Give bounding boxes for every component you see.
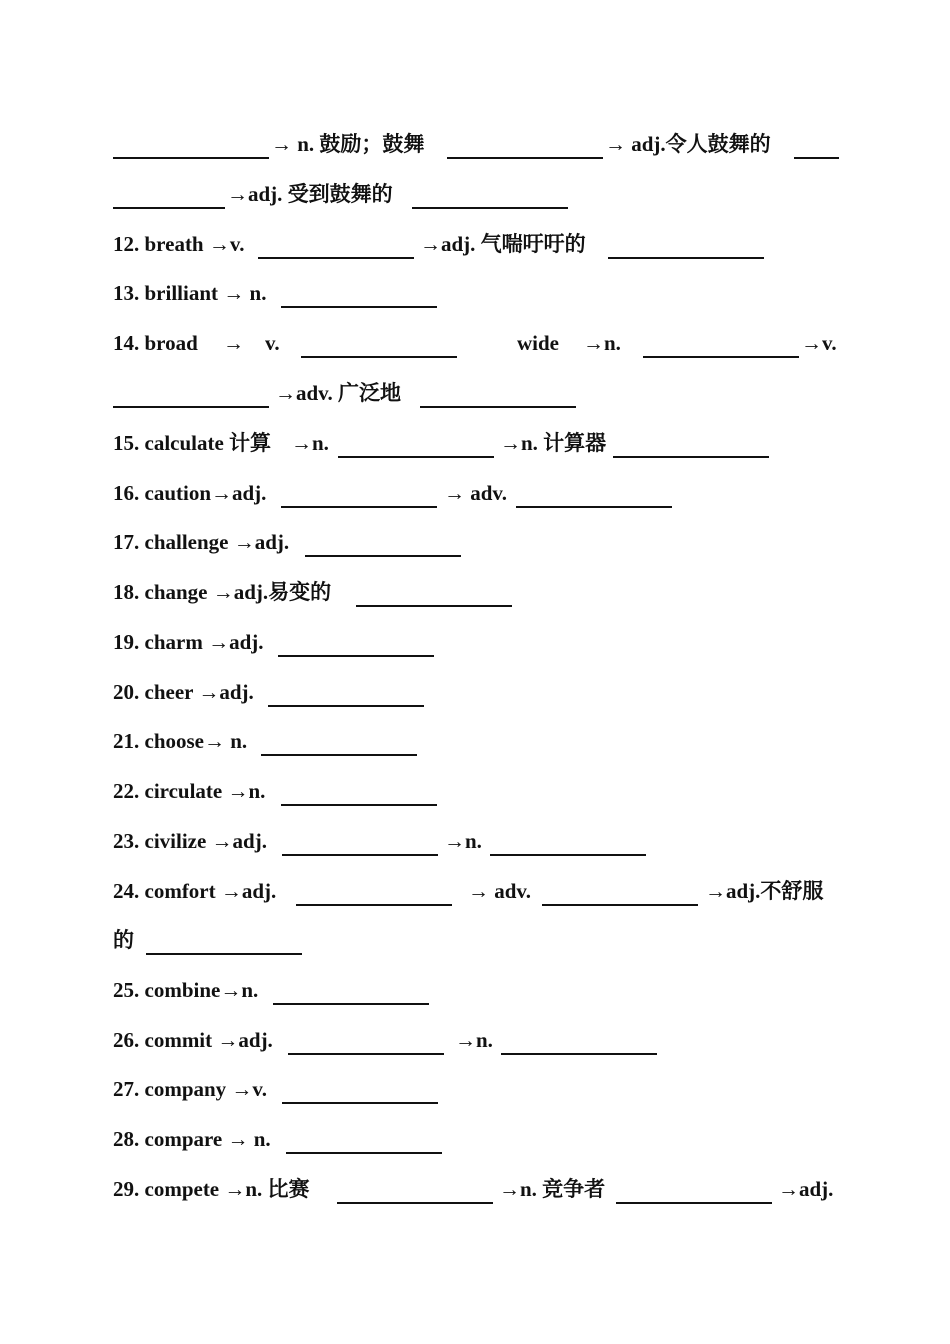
line-text: →n. 竞争者 bbox=[499, 1177, 606, 1201]
line-text: 14. broad bbox=[113, 331, 198, 355]
worksheet-line bbox=[113, 179, 839, 209]
line-text: 26. commit →adj. bbox=[113, 1028, 273, 1052]
answer-blank[interactable] bbox=[281, 776, 437, 806]
worksheet-line bbox=[113, 1124, 839, 1154]
answer-blank[interactable] bbox=[113, 378, 269, 408]
answer-blank[interactable] bbox=[794, 129, 839, 159]
answer-blank[interactable] bbox=[420, 378, 576, 408]
answer-blank[interactable] bbox=[501, 1025, 657, 1055]
answer-blank[interactable] bbox=[616, 1174, 772, 1204]
worksheet-line bbox=[113, 776, 839, 806]
answer-blank[interactable] bbox=[412, 179, 568, 209]
answer-blank[interactable] bbox=[490, 826, 646, 856]
answer-blank[interactable] bbox=[278, 627, 434, 657]
line-text: v. bbox=[265, 331, 280, 355]
line-text: 22. circulate →n. bbox=[113, 779, 266, 803]
answer-blank[interactable] bbox=[542, 876, 698, 906]
answer-blank[interactable] bbox=[258, 229, 414, 259]
line-text: →adj. bbox=[778, 1177, 834, 1201]
line-text: 18. change →adj.易变的 bbox=[113, 580, 332, 604]
line-text: → adv. bbox=[468, 879, 532, 903]
worksheet-line bbox=[113, 527, 839, 557]
line-text: 28. compare → n. bbox=[113, 1127, 271, 1151]
line-text: 13. brilliant → n. bbox=[113, 281, 267, 305]
worksheet-line bbox=[113, 478, 839, 508]
line-text: →n. bbox=[444, 829, 482, 853]
worksheet-line bbox=[113, 1074, 839, 1104]
worksheet-line bbox=[113, 428, 839, 458]
line-text: 20. cheer →adj. bbox=[113, 680, 254, 704]
line-text: 16. caution→adj. bbox=[113, 481, 267, 505]
worksheet-line bbox=[113, 328, 839, 358]
line-text: →v. bbox=[801, 331, 837, 355]
answer-blank[interactable] bbox=[305, 527, 461, 557]
answer-blank[interactable] bbox=[608, 229, 764, 259]
answer-blank[interactable] bbox=[516, 478, 672, 508]
answer-blank[interactable] bbox=[113, 179, 225, 209]
line-text: →n. bbox=[583, 331, 621, 355]
line-text: →adj.不舒服 bbox=[705, 879, 824, 903]
worksheet-line bbox=[113, 925, 839, 955]
answer-blank[interactable] bbox=[296, 876, 452, 906]
worksheet-line bbox=[113, 975, 839, 1005]
worksheet-line bbox=[113, 278, 839, 308]
answer-blank[interactable] bbox=[288, 1025, 444, 1055]
line-text: → bbox=[223, 331, 244, 355]
line-text: 29. compete →n. 比赛 bbox=[113, 1177, 310, 1201]
worksheet-line bbox=[113, 229, 839, 259]
line-text: 23. civilize →adj. bbox=[113, 829, 267, 853]
line-text: → n. 鼓励；鼓舞 bbox=[271, 132, 425, 156]
answer-blank[interactable] bbox=[113, 129, 269, 159]
answer-blank[interactable] bbox=[338, 428, 494, 458]
answer-blank[interactable] bbox=[281, 478, 437, 508]
line-text: 的 bbox=[113, 928, 134, 952]
line-text: →n. bbox=[291, 431, 329, 455]
answer-blank[interactable] bbox=[447, 129, 603, 159]
answer-blank[interactable] bbox=[273, 975, 429, 1005]
line-text: 12. breath →v. bbox=[113, 232, 245, 256]
answer-blank[interactable] bbox=[281, 278, 437, 308]
line-text: 19. charm →adj. bbox=[113, 630, 264, 654]
line-text: →adv. 广泛地 bbox=[275, 381, 402, 405]
line-text: 24. comfort →adj. bbox=[113, 879, 277, 903]
line-text: →n. bbox=[455, 1028, 493, 1052]
answer-blank[interactable] bbox=[261, 726, 417, 756]
worksheet-line bbox=[113, 1174, 839, 1204]
answer-blank[interactable] bbox=[643, 328, 799, 358]
answer-blank[interactable] bbox=[286, 1124, 442, 1154]
worksheet-line bbox=[113, 129, 839, 159]
answer-blank[interactable] bbox=[356, 577, 512, 607]
line-text: 27. company →v. bbox=[113, 1077, 268, 1101]
worksheet-line bbox=[113, 826, 839, 856]
worksheet-line bbox=[113, 378, 839, 408]
line-text: → adv. bbox=[444, 481, 508, 505]
answer-blank[interactable] bbox=[282, 1074, 438, 1104]
line-text: →adj. 受到鼓舞的 bbox=[227, 182, 393, 206]
answer-blank[interactable] bbox=[301, 328, 457, 358]
line-text: 15. calculate 计算 bbox=[113, 431, 272, 455]
line-text: → adj.令人鼓舞的 bbox=[605, 132, 771, 156]
answer-blank[interactable] bbox=[268, 677, 424, 707]
worksheet-line bbox=[113, 726, 839, 756]
line-text: 25. combine→n. bbox=[113, 978, 259, 1002]
line-text: 17. challenge →adj. bbox=[113, 530, 290, 554]
answer-blank[interactable] bbox=[613, 428, 769, 458]
line-text: 21. choose→ n. bbox=[113, 729, 248, 753]
line-text: →n. 计算器 bbox=[500, 431, 607, 455]
line-text: wide bbox=[517, 331, 559, 355]
worksheet-line bbox=[113, 677, 839, 707]
worksheet-line bbox=[113, 1025, 839, 1055]
answer-blank[interactable] bbox=[337, 1174, 493, 1204]
answer-blank[interactable] bbox=[146, 925, 302, 955]
worksheet-line bbox=[113, 627, 839, 657]
worksheet-line bbox=[113, 577, 839, 607]
worksheet-line bbox=[113, 876, 839, 906]
answer-blank[interactable] bbox=[282, 826, 438, 856]
line-text: →adj. 气喘吁吁的 bbox=[420, 232, 586, 256]
